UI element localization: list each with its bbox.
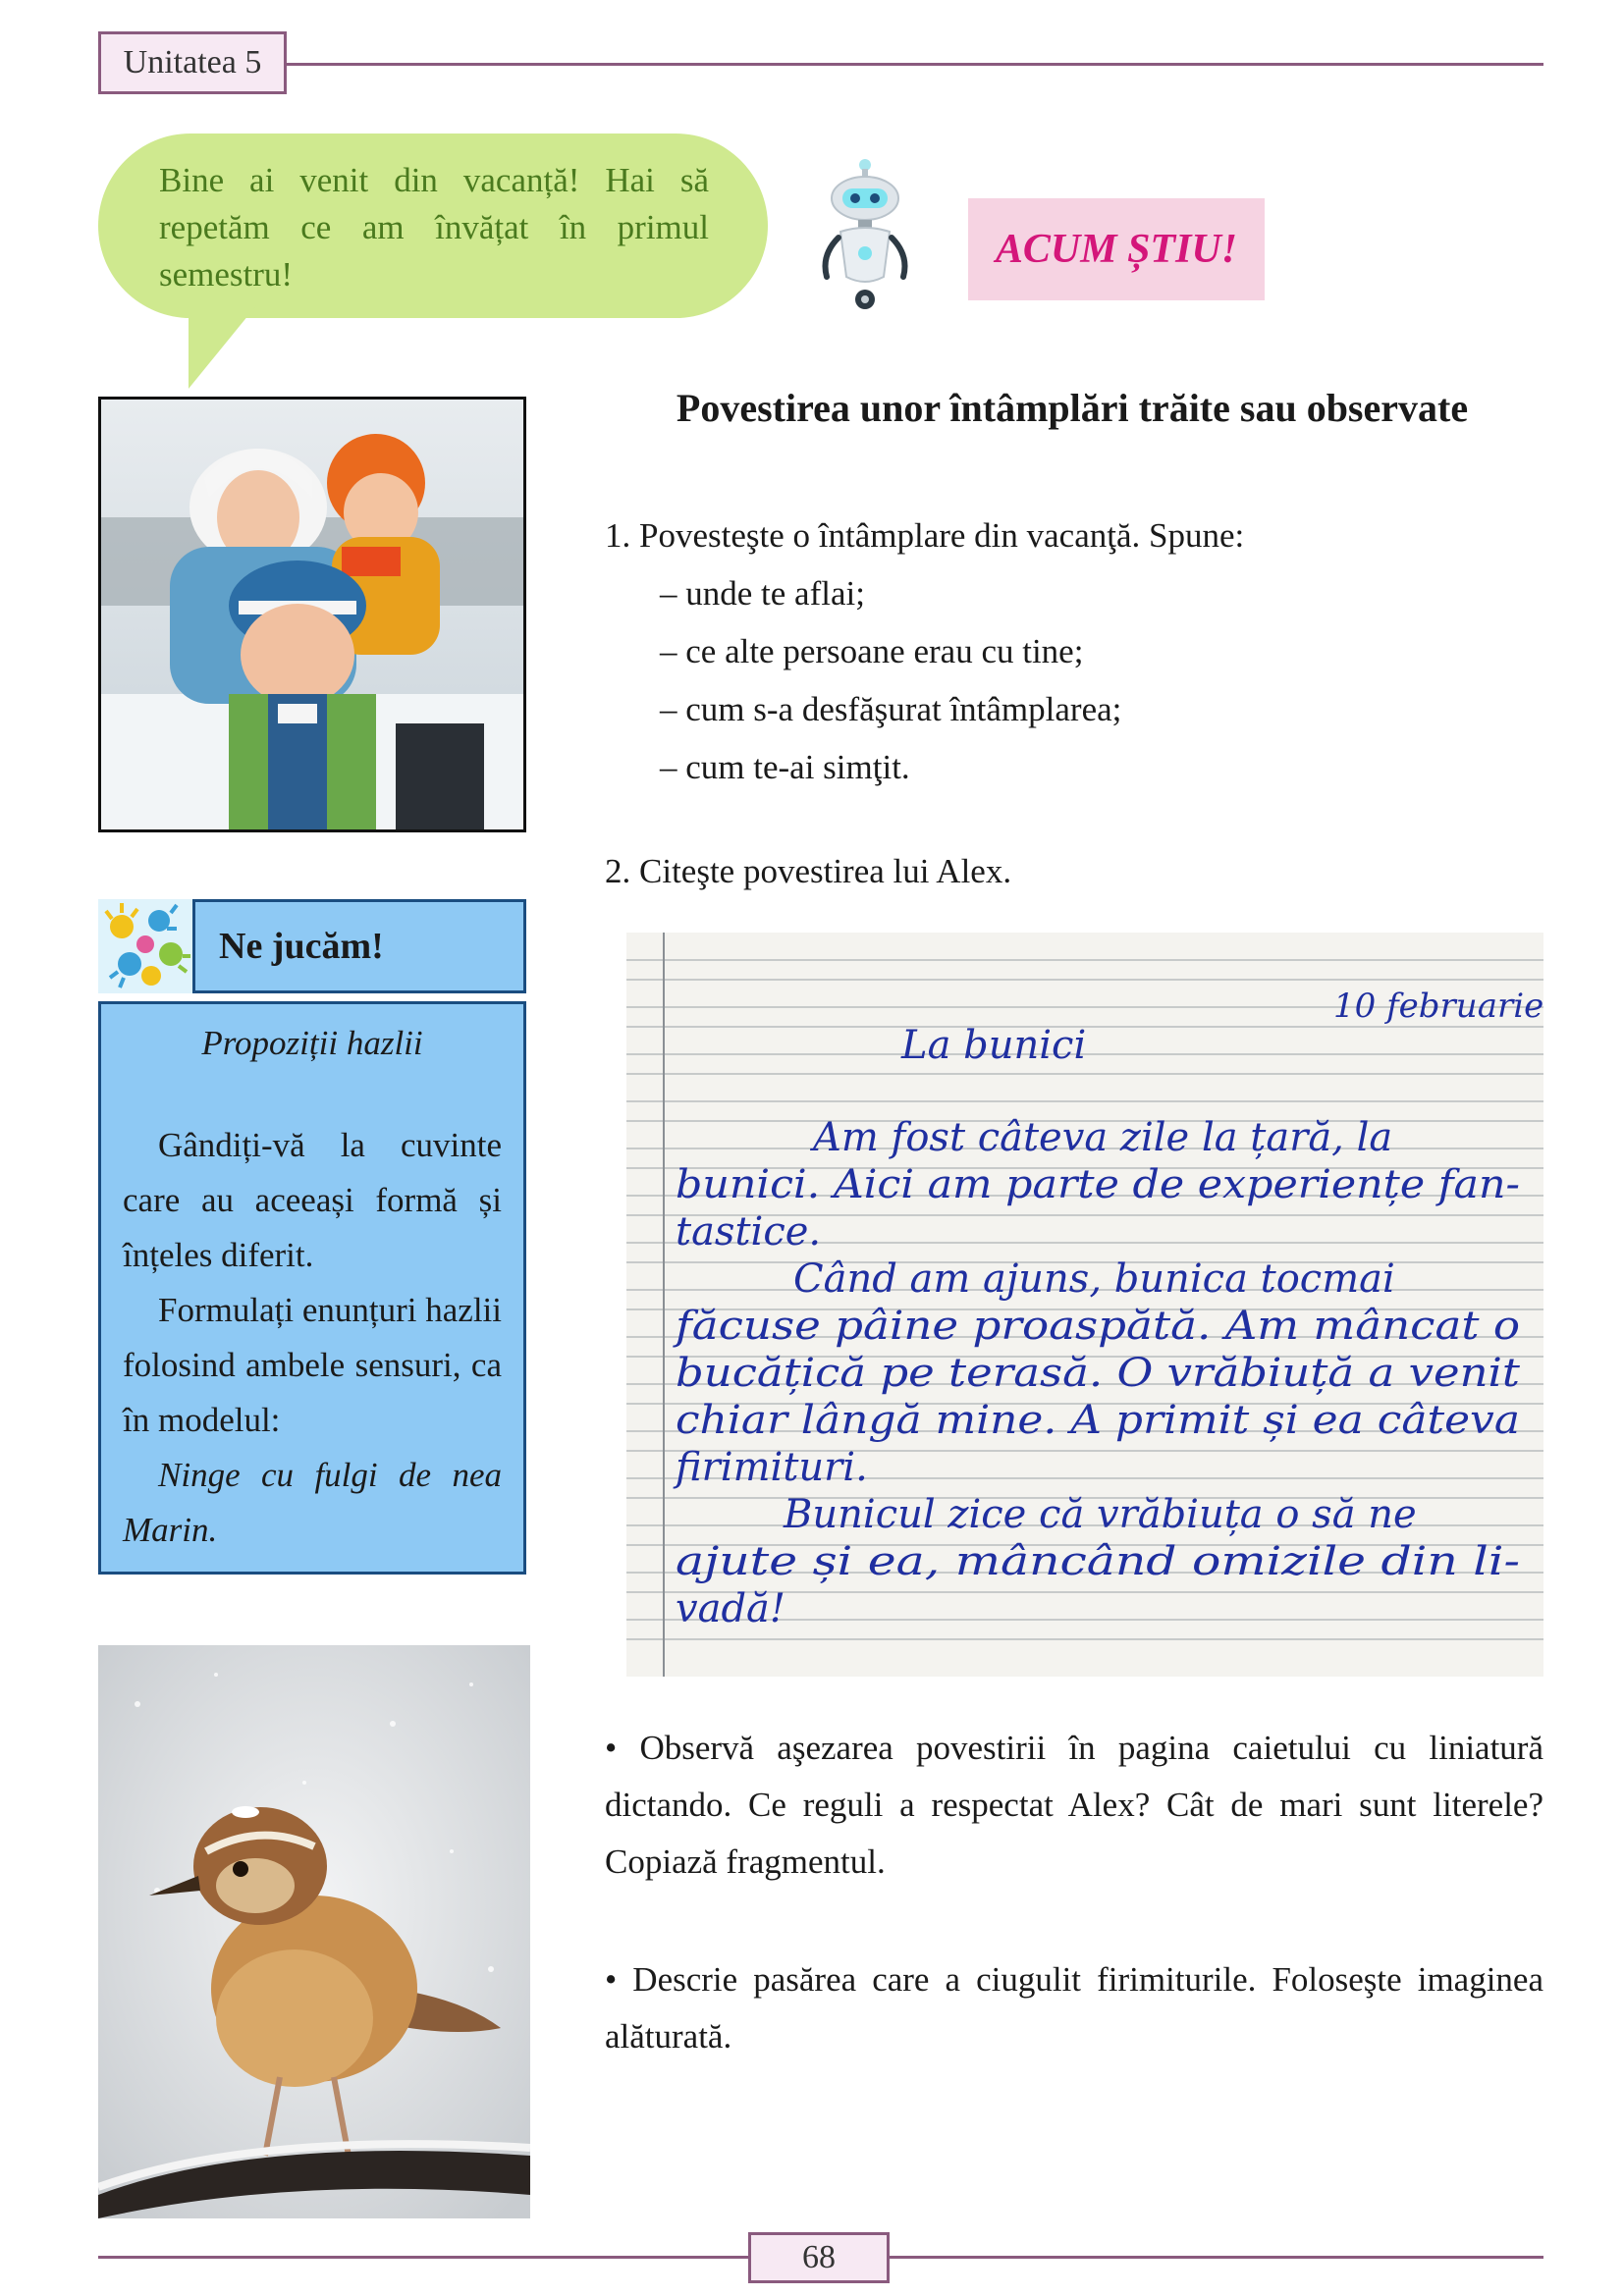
game-paragraph-2: Formulați enunțuri hazlii folosind ambele sensuri, ca în modelul: [123, 1291, 502, 1439]
notebook-line: ajute și ea, mâncând omizile din li- [676, 1539, 1520, 1584]
robot-icon [811, 157, 919, 314]
header-rule [287, 63, 1543, 66]
bullet-paragraph-1: • Observă aşezarea povestirii în pagina caietului cu liniatură dictando. Ce reguli a respectat Alex? Cât de mari sunt literele? Copiază fragmentul. [605, 1729, 1543, 1881]
acum-stiu-badge: ACUM ȘTIU! [968, 198, 1265, 300]
notebook-line: făcuse pâine proaspătă. Am mâncat o [672, 1304, 1520, 1349]
family-winter-photo [98, 397, 526, 832]
speech-bubble-tail [189, 304, 257, 389]
page-number: 68 [748, 2232, 890, 2283]
game-box [98, 1001, 526, 1575]
notebook-line: tastice. [676, 1209, 822, 1255]
notebook-line: firimituri. [676, 1445, 868, 1490]
notebook-line: Când am ajuns, bunica tocmai [793, 1256, 1395, 1302]
section-title: Povestirea unor întâmplări trăite sau observate [676, 386, 1469, 430]
exercise-1-item: – ce alte persoane erau cu tine; [660, 632, 1084, 670]
game-example: Ninge cu fulgi de nea Marin. [123, 1456, 502, 1549]
notebook-line: Bunicul zice că vrăbiuța o să ne [784, 1492, 1417, 1537]
wren-bird-photo [98, 1645, 530, 2218]
notebook-line: chiar lângă mine. A primit și ea câteva [676, 1398, 1520, 1443]
exercise-1 [605, 507, 1528, 796]
footer-rule-left [98, 2256, 748, 2259]
notebook-line: vadă! [676, 1586, 785, 1631]
notebook-line: bucățică pe terasă. O vrăbiuță a venit [676, 1351, 1522, 1396]
notebook-date: 10 februarie [1333, 987, 1543, 1026]
colored-hands-icon [98, 899, 192, 993]
notebook-line: Am fost câteva zile la țară, la [813, 1115, 1393, 1160]
handwritten-notebook [626, 933, 1543, 1677]
exercise-1-item: – unde te aflai; [660, 574, 865, 613]
notebook-title: La bunici [901, 1023, 1087, 1068]
game-title: Propoziții hazlii [201, 1024, 423, 1062]
game-paragraph-1: Gândiți-vă la cuvinte care au aceeași formă și înțeles diferit. [123, 1126, 502, 1274]
footer-rule-right [890, 2256, 1543, 2259]
exercise-1-item: – cum te-ai simţit. [660, 748, 910, 786]
exercise-1-item: – cum s-a desfăşurat întâmplarea; [660, 690, 1122, 728]
game-heading: Ne jucăm! [192, 899, 526, 993]
exercise-2-intro: 2. Citeşte povestirea lui Alex. [605, 852, 1012, 890]
speech-bubble-text: Bine ai venit din vacanță! Hai să repetăm ce am învățat în primul semestru! [159, 161, 709, 294]
notebook-line: bunici. Aici am parte de experiențe fan- [676, 1162, 1520, 1207]
unit-label: Unitatea 5 [98, 31, 287, 94]
exercise-1-intro: 1. Povesteşte o întâmplare din vacanţă. Spune: [605, 516, 1245, 555]
bullet-paragraph-2: • Descrie pasărea care a ciugulit firimiturile. Foloseşte imaginea alăturată. [605, 1960, 1543, 2056]
